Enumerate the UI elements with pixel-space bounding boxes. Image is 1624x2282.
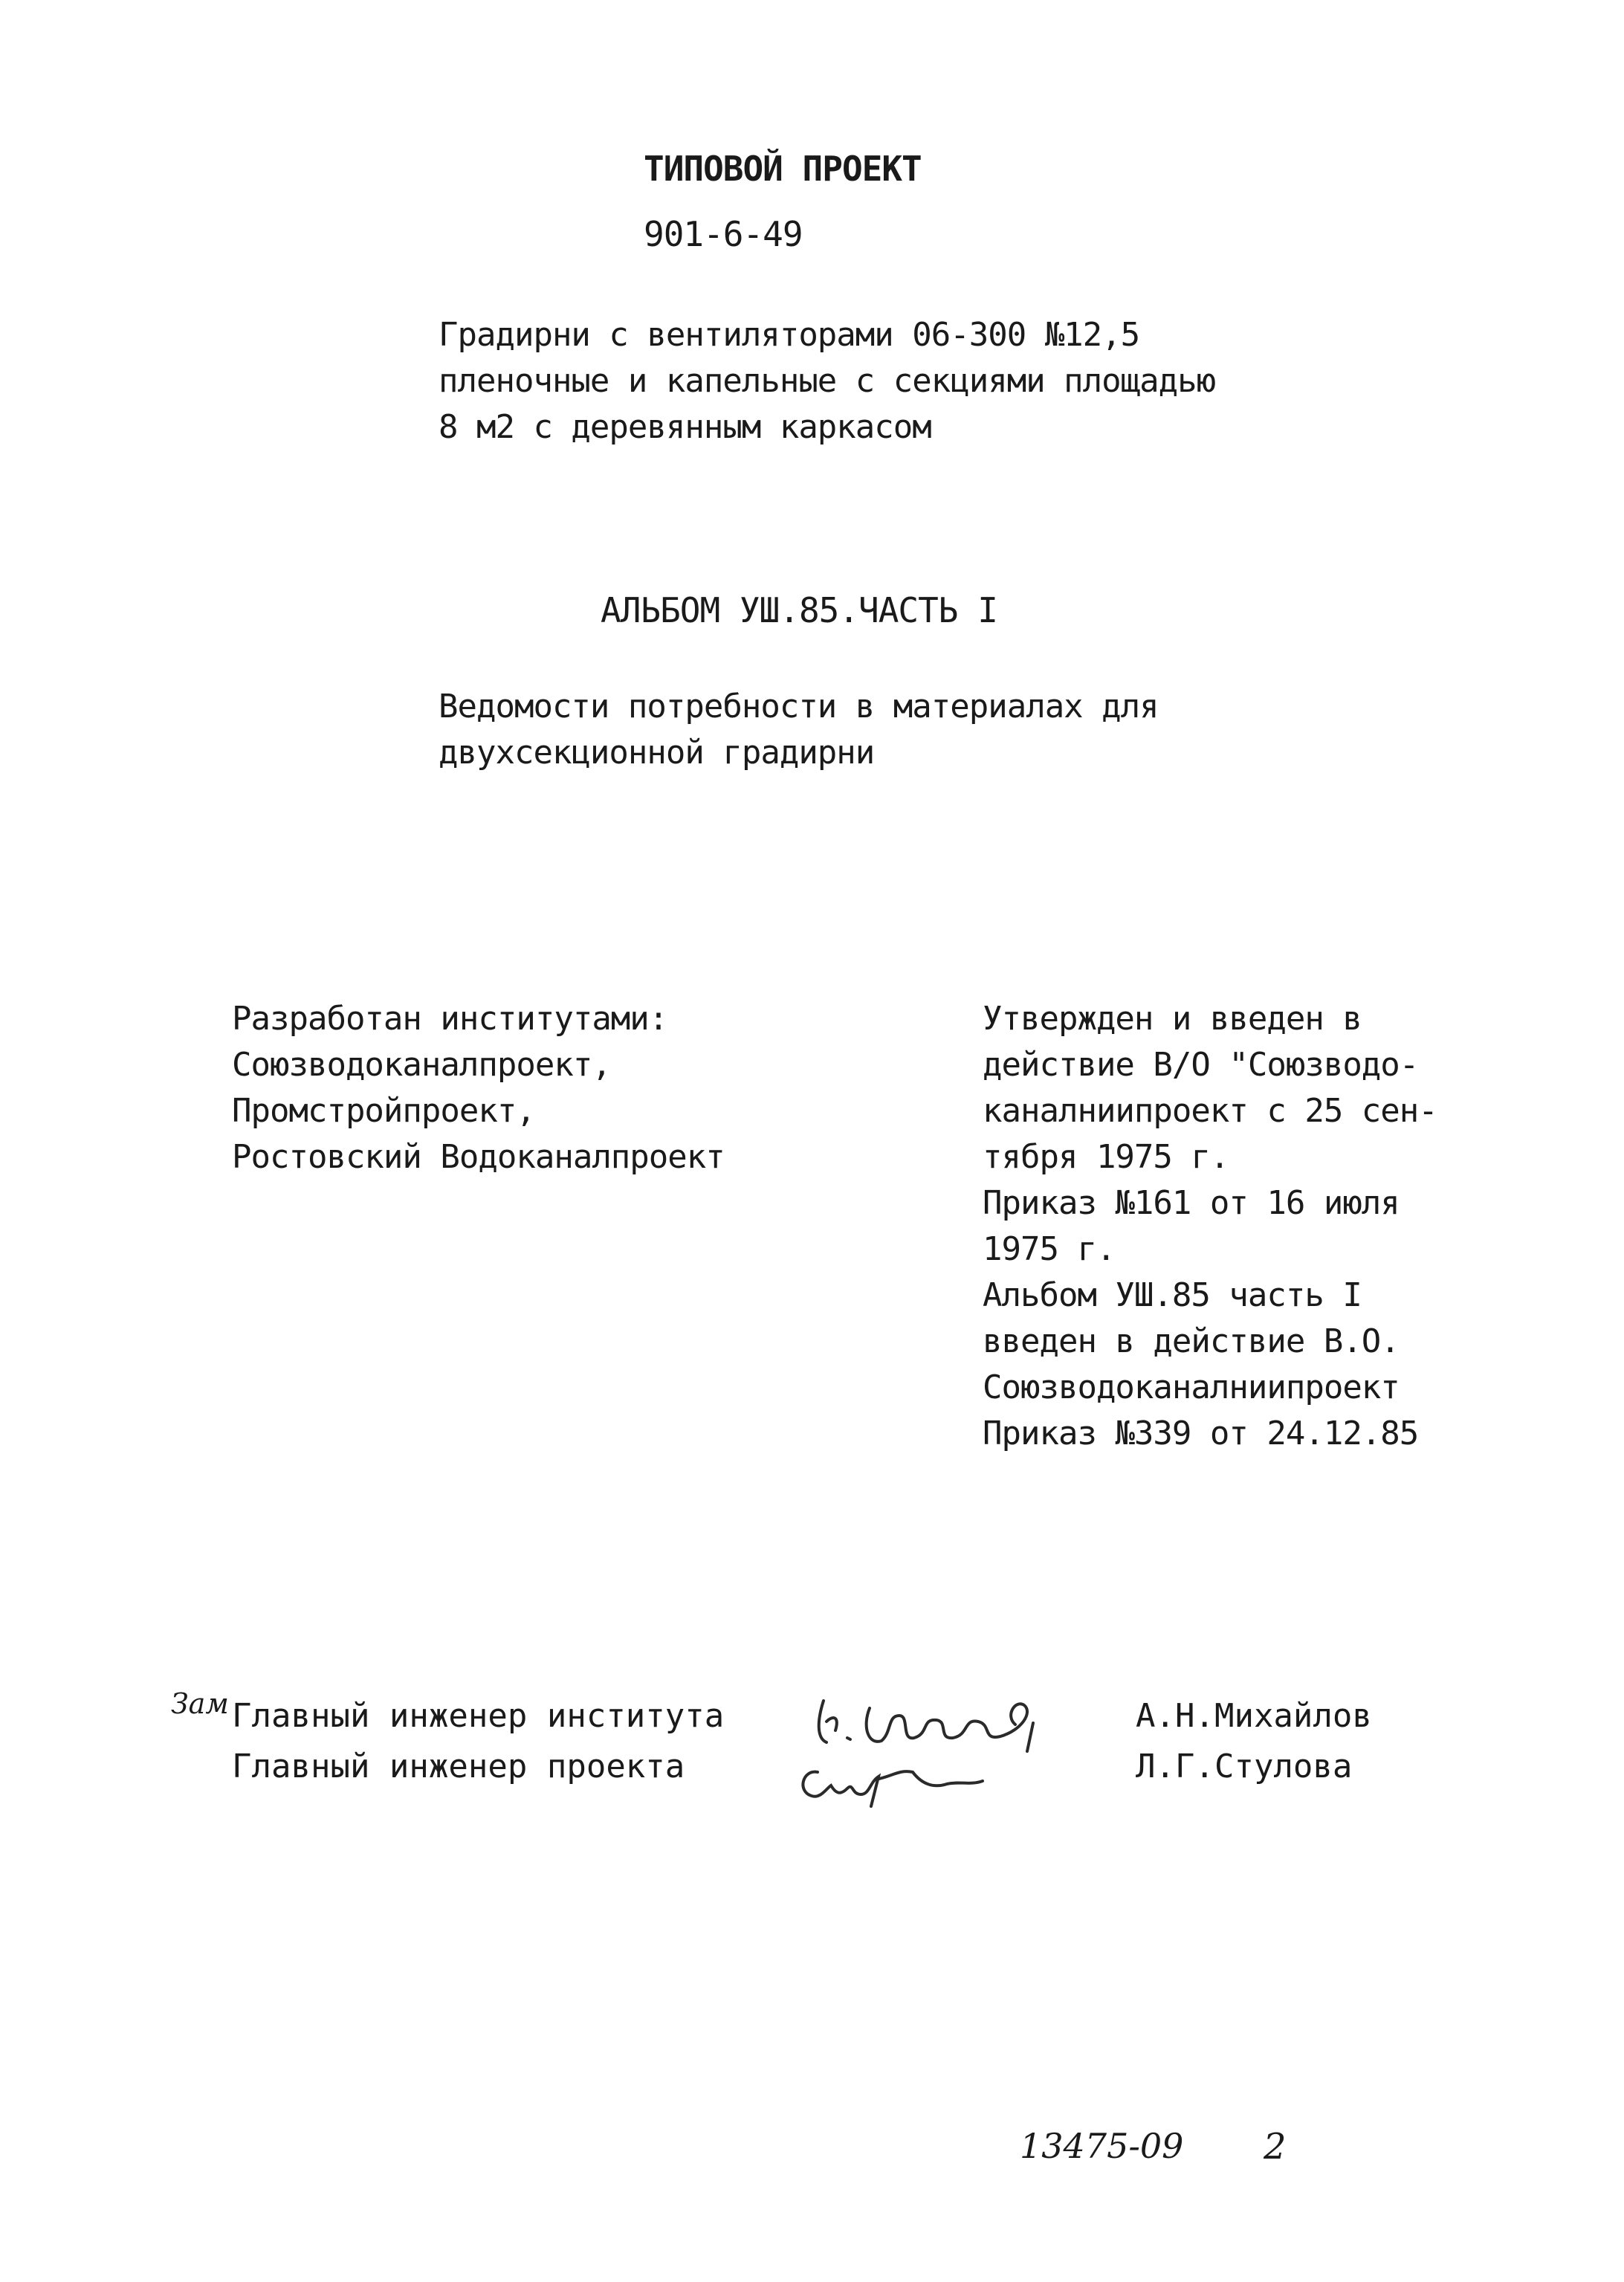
approval-line: Альбом УШ.85 часть I — [983, 1276, 1362, 1314]
approval-line: 1975 г. — [983, 1230, 1116, 1268]
signature-stulova — [788, 1747, 1003, 1814]
inventory-number: 13475-09 — [1020, 2126, 1184, 2166]
signature-mikhailov — [810, 1686, 1055, 1753]
album-subject — [439, 684, 1159, 776]
chief-engineer-project-role: Главный инженер проекта — [232, 1748, 685, 1785]
developed-by-line: Союзводоканалпроект, — [232, 1046, 611, 1084]
approval-line: Утвержден и введен в — [983, 1000, 1362, 1038]
description-line: 8 м2 с деревянным каркасом — [439, 408, 931, 446]
approval-line: действие В/О "Союзводо- — [983, 1046, 1419, 1084]
developed-by-block — [232, 996, 725, 1180]
approval-line: Союзводоканалниипроект — [983, 1368, 1400, 1406]
chief-engineer-institute-role: Главный инженер института — [232, 1697, 725, 1735]
approval-block — [983, 996, 1437, 1457]
approval-line: введен в действие В.О. — [983, 1322, 1400, 1360]
approval-line: каналниипроект с 25 сен- — [983, 1092, 1437, 1130]
approval-line: Приказ №161 от 16 июля — [983, 1184, 1400, 1222]
description-line: Градирни с вентиляторами 06-300 №12,5 — [439, 316, 1140, 354]
document-type-title: ТИПОВОЙ ПРОЕКТ — [644, 149, 922, 189]
chief-engineer-institute-name: А.Н.Михайлов — [1136, 1697, 1372, 1735]
chief-engineer-project-name: Л.Г.Стулова — [1136, 1748, 1353, 1785]
subject-line: двухсекционной градирни — [439, 734, 875, 772]
project-description — [439, 312, 1215, 450]
project-code: 901-6-49 — [644, 214, 803, 254]
deputy-handwritten-note: Зам — [171, 1687, 229, 1720]
approval-line: Приказ №339 от 24.12.85 — [983, 1415, 1419, 1452]
developed-by-line: Промстройпроект, — [232, 1092, 535, 1130]
page-number: 2 — [1264, 2126, 1287, 2168]
approval-line: тября 1975 г. — [983, 1138, 1229, 1176]
description-line: пленочные и капельные с секциями площадью — [439, 362, 1216, 400]
developed-by-line: Ростовский Водоканалпроект — [232, 1138, 725, 1176]
developed-by-line: Разработан институтами: — [232, 1000, 668, 1038]
album-title: АЛЬБОМ УШ.85.ЧАСТЬ I — [601, 590, 997, 630]
subject-line: Ведомости потребности в материалах для — [439, 688, 1159, 725]
